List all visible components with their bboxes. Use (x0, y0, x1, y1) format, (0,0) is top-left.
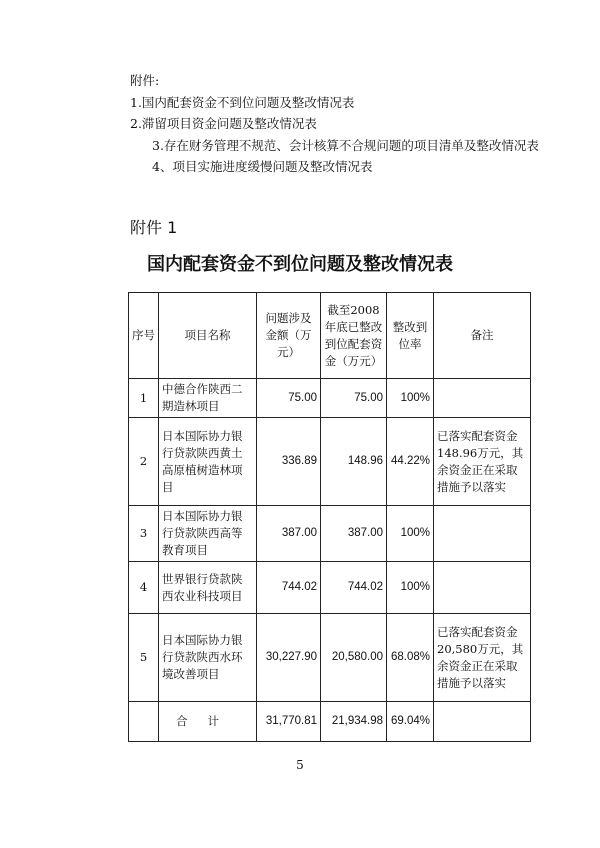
row-corrected: 744.02 (321, 562, 387, 614)
header-corrected: 截至2008年底已整改到位配套资金（万元） (321, 293, 387, 379)
row-amount: 387.00 (257, 506, 321, 562)
row-name: 中德合作陕西二期造林项目 (159, 379, 257, 418)
header-amount: 问题涉及金额（万元） (257, 293, 321, 379)
row-remark (434, 562, 531, 614)
header-no: 序号 (129, 293, 159, 379)
row-rate: 68.08% (387, 614, 434, 702)
total-remark (434, 702, 531, 742)
total-corrected: 21,934.98 (321, 702, 387, 742)
row-no: 5 (129, 614, 159, 702)
row-corrected: 148.96 (321, 418, 387, 506)
attachment-label: 附件 1 (130, 218, 178, 237)
row-amount: 75.00 (257, 379, 321, 418)
table-row (129, 562, 531, 614)
attachment-item: 4、项目实施进度缓慢问题及整改情况表 (152, 159, 373, 174)
total-amount: 31,770.81 (257, 702, 321, 742)
row-no: 2 (129, 418, 159, 506)
row-amount: 30,227.90 (257, 614, 321, 702)
page-number: 5 (296, 758, 304, 772)
header-remark: 备注 (434, 293, 531, 379)
attachment-list-heading: 附件: (130, 73, 160, 88)
row-remark: 已落实配套资金20,580万元，其余资金正在采取措施予以落实 (434, 614, 531, 702)
row-name: 世界银行贷款陕西农业科技项目 (159, 562, 257, 614)
table-header-row (129, 293, 531, 379)
attachment-item: 2.滞留项目资金问题及整改情况表 (130, 116, 317, 131)
row-no: 1 (129, 379, 159, 418)
row-remark (434, 379, 531, 418)
row-corrected: 75.00 (321, 379, 387, 418)
row-rate: 100% (387, 379, 434, 418)
table-row (129, 379, 531, 418)
attachment-list (130, 70, 550, 178)
attachment-item: 1.国内配套资金不到位问题及整改情况表 (130, 94, 355, 110)
header-rate: 整改到位率 (387, 293, 434, 379)
row-remark (434, 506, 531, 562)
table-row (129, 418, 531, 506)
row-no: 4 (129, 562, 159, 614)
row-rate: 100% (387, 562, 434, 614)
row-remark: 已落实配套资金148.96万元，其余资金正在采取措施予以落实 (434, 418, 531, 506)
header-name: 项目名称 (159, 293, 257, 379)
problem-table (128, 292, 531, 742)
row-rate: 100% (387, 506, 434, 562)
total-rate: 69.04% (387, 702, 434, 742)
row-name: 日本国际协力银行贷款陕西水环境改善项目 (159, 614, 257, 702)
row-rate: 44.22% (387, 418, 434, 506)
row-corrected: 387.00 (321, 506, 387, 562)
row-amount: 744.02 (257, 562, 321, 614)
total-label: 合计 (159, 702, 257, 742)
attachment-item: 3.存在财务管理不规范、会计核算不合规问题的项目清单及整改情况表 (152, 137, 539, 153)
row-amount: 336.89 (257, 418, 321, 506)
row-corrected: 20,580.00 (321, 614, 387, 702)
table-title: 国内配套资金不到位问题及整改情况表 (147, 254, 453, 275)
row-name: 日本国际协力银行贷款陕西黄土高原植树造林项目 (159, 418, 257, 506)
total-no (129, 702, 159, 742)
table-row (129, 614, 531, 702)
row-name: 日本国际协力银行贷款陕西高等教育项目 (159, 506, 257, 562)
row-no: 3 (129, 506, 159, 562)
table-total-row (129, 702, 531, 742)
table-row (129, 506, 531, 562)
